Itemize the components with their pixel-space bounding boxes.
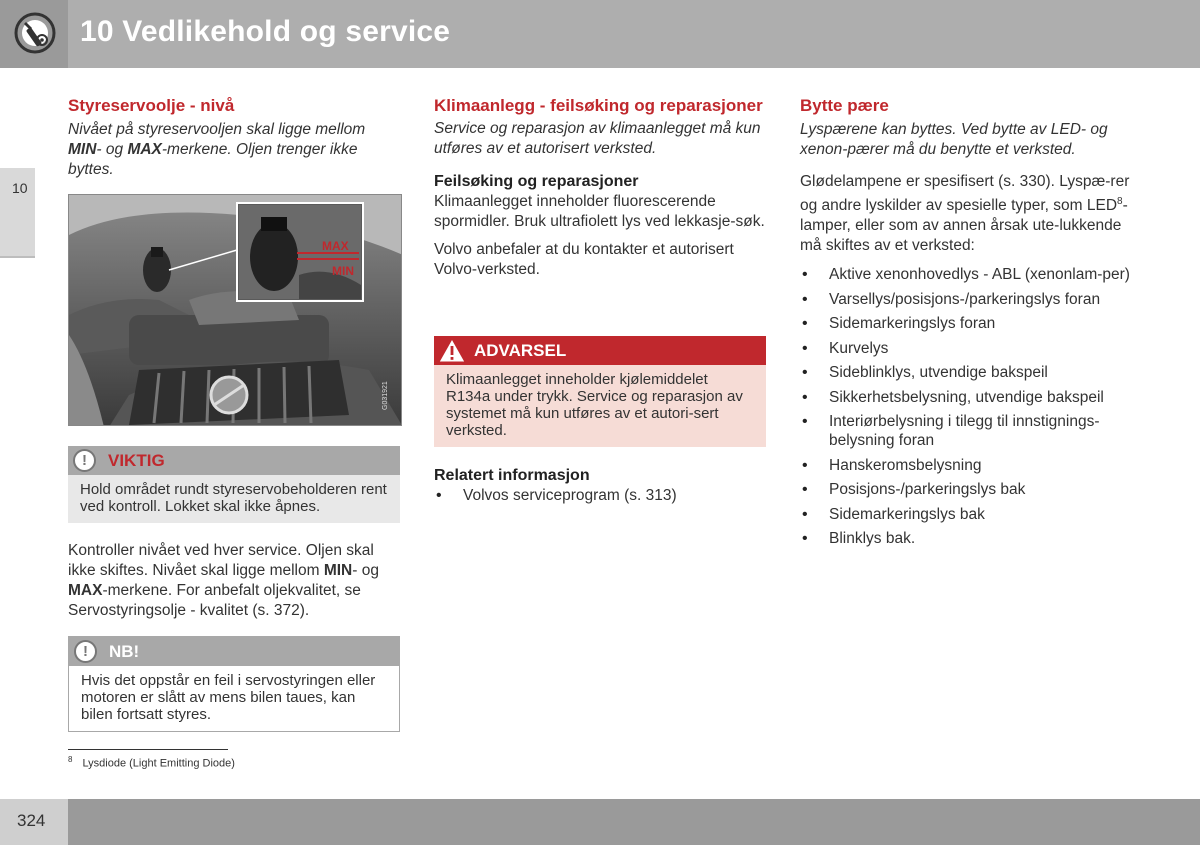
warning-box-header [434, 336, 766, 365]
chapter-tab [0, 168, 35, 258]
column-steering-fluid [68, 95, 401, 180]
bulbs-paragraph: Glødelampene er spesifisert (s. 330). Lyspæ-rer og andre lyskilder av spesielle typer, som LED$^8$-lamper, eller som av annen årsak ute-lukkende må skiftes av et verksted: [800, 173, 1130, 255]
footnote-mark: 8 [68, 755, 73, 764]
list-item: • Sikkerhetsbelysning, utvendige bakspeil [800, 388, 1130, 407]
list-item: • Sidemarkeringslys foran [800, 314, 1130, 333]
important-notice-text: Hold området rundt styreservobeholderen rent ved kontroll. Lokket skal ikke åpnes. [68, 475, 400, 523]
footnote-text: Lysdiode (Light Emitting Diode) [82, 757, 235, 770]
list-item: • Sidemarkeringslys bak [800, 505, 1130, 524]
list-item: • Aktive xenonhovedlys - ABL (xenonlam-per) [800, 265, 1130, 284]
chapter-tab-number: 10 [12, 180, 28, 196]
page-number: 324 [17, 811, 46, 830]
section-lead-bulbs: Lyspærene kan byttes. Ved bytte av LED- og xenon-pærer må du benytte et verksted. [800, 121, 1108, 158]
list-item: • Interiørbelysning i tilegg til innstignings-belysning foran [800, 412, 1130, 450]
related-info-heading: Relatert informasjon [434, 467, 590, 484]
steering-fluid-paragraph: Kontroller nivået ved hver service. Oljen skal ikke skiftes. Nivået skal ligge mellom MIN- og MAX-merkene. For anbefalt oljekvalitet, se Servostyringsolje - kvalitet (s. 372). [68, 542, 379, 619]
list-item: • Posisjons-/parkeringslys bak [800, 480, 1130, 499]
warning-box-text: Klimaanlegget inneholder kjølemiddelet R134a under trykk. Service og reparasjon av systemet må kun utføres av et autori-sert verksted. [434, 365, 766, 447]
section-heading-bulbs: Bytte pære [800, 96, 889, 115]
page-number-box [0, 799, 68, 845]
note-box-label: NB! [109, 641, 140, 661]
exclamation-icon: ! [73, 449, 96, 472]
column-climate [434, 95, 767, 280]
climate-paragraph-1: Klimaanlegget inneholder fluorescerende spormidler. Bruk ultrafiolett lys ved lekkasje-søk. [434, 193, 765, 230]
footnote [68, 755, 235, 770]
exclamation-icon: ! [74, 640, 97, 663]
list-item: • Varsellys/posisjons-/parkeringslys foran [800, 290, 1130, 309]
important-notice-header [68, 446, 400, 475]
footnote-ref[interactable]: 8 [1117, 196, 1123, 207]
page-title: 10 Vedlikehold og service [80, 15, 451, 48]
photo-label-min: MIN [332, 264, 354, 278]
warning-box [434, 336, 766, 447]
section-heading-climate: Klimaanlegg - feilsøking og reparasjoner [434, 96, 763, 115]
warning-triangle-icon [438, 338, 466, 363]
list-item: • Blinklys bak. [800, 529, 1130, 548]
section-heading-steering-fluid: Styreservoolje - nivå [68, 96, 235, 115]
section-lead-steering-fluid: Nivået på styreservooljen skal ligge mellom MIN- og MAX-merkene. Oljen trenger ikke byttes. [68, 121, 366, 178]
page-header [0, 0, 1200, 68]
bulb-list [800, 265, 1130, 548]
wrench-gear-icon [14, 12, 56, 54]
climate-paragraph-2: Volvo anbefaler at du kontakter et autorisert Volvo-verksted. [434, 241, 734, 278]
subheading-troubleshooting: Feilsøking og reparasjoner [434, 173, 639, 190]
page-footer [0, 799, 1200, 845]
photo-label-max: MAX [322, 239, 349, 253]
photo-code: G031921 [382, 381, 389, 410]
engine-bay-photo [68, 194, 402, 426]
list-item: • Sideblinklys, utvendige bakspeil [800, 363, 1130, 382]
important-notice-label: VIKTIG [108, 450, 165, 470]
related-info-link[interactable]: • Volvos serviceprogram (s. 313) [434, 486, 767, 505]
section-lead-climate: Service og reparasjon av klimaanlegget må kun utføres av et autorisert verksted. [434, 120, 761, 157]
column-bulbs [800, 95, 1130, 554]
engine-illustration [69, 195, 402, 426]
note-box-header [69, 637, 399, 666]
list-item: • Hanskeromsbelysning [800, 456, 1130, 475]
warning-box-label: ADVARSEL [474, 340, 567, 360]
footnote-divider [68, 749, 228, 750]
related-info [434, 466, 767, 511]
important-notice [68, 446, 400, 523]
note-box-text: Hvis det oppstår en feil i servostyringen eller motoren er slått av mens bilen taues, kan bilen fortsatt styres. [69, 666, 399, 731]
list-item: • Kurvelys [800, 339, 1130, 358]
note-box [68, 636, 400, 732]
related-info-list [434, 486, 767, 505]
header-icon-box [0, 0, 68, 68]
